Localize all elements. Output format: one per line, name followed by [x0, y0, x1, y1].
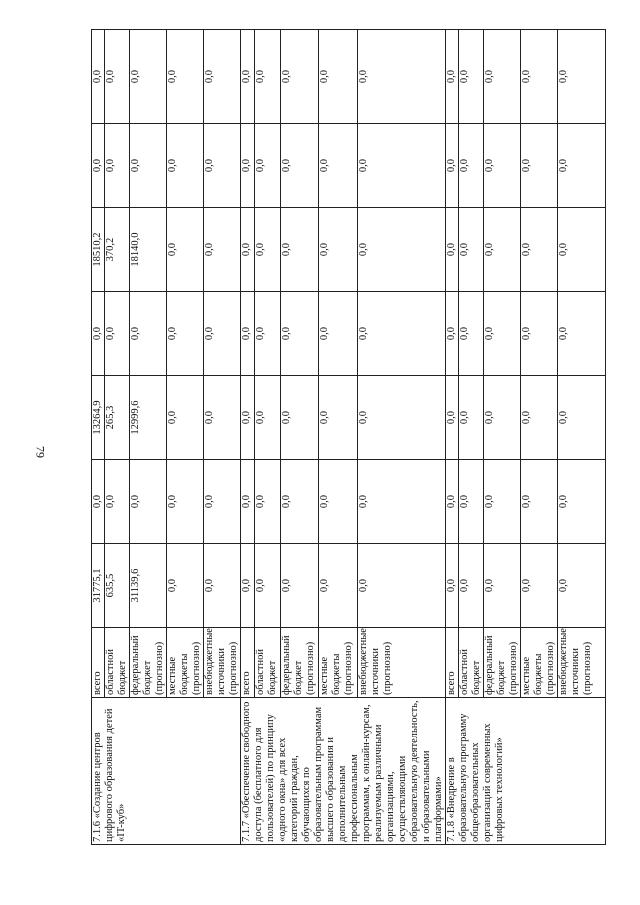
funding-source-cell: местные бюджеты (прогнозно)	[521, 628, 558, 698]
amount-cell: 635,5	[105, 544, 130, 628]
amount-cell: 0,0	[558, 460, 606, 544]
amount-cell: 0,0	[521, 30, 558, 124]
amount-cell: 18140,0	[130, 208, 167, 292]
amount-cell: 0,0	[130, 30, 167, 124]
amount-cell: 0,0	[280, 208, 319, 292]
amount-cell: 0,0	[254, 460, 280, 544]
amount-cell: 0,0	[484, 208, 521, 292]
amount-cell: 0,0	[105, 30, 130, 124]
amount-cell: 0,0	[319, 208, 358, 292]
amount-cell: 0,0	[319, 544, 358, 628]
funding-source-cell: всего	[446, 628, 459, 698]
amount-cell: 0,0	[558, 292, 606, 376]
amount-cell: 0,0	[254, 292, 280, 376]
amount-cell: 0,0	[446, 460, 459, 544]
amount-cell: 0,0	[241, 292, 255, 376]
amount-cell: 0,0	[319, 124, 358, 208]
amount-cell: 0,0	[92, 292, 105, 376]
amount-cell: 0,0	[521, 292, 558, 376]
amount-cell: 0,0	[484, 460, 521, 544]
amount-cell: 0,0	[446, 544, 459, 628]
amount-cell: 0,0	[459, 460, 484, 544]
amount-cell: 0,0	[280, 376, 319, 460]
amount-cell: 0,0	[521, 124, 558, 208]
amount-cell: 0,0	[241, 30, 255, 124]
amount-cell: 0,0	[204, 376, 241, 460]
amount-cell: 0,0	[167, 460, 204, 544]
funding-source-cell: областной бюджет	[459, 628, 484, 698]
funding-source-cell: федеральный бюджет (прогнозно)	[280, 628, 319, 698]
funding-source-cell: областной бюджет	[105, 628, 130, 698]
amount-cell: 0,0	[204, 292, 241, 376]
amount-cell: 0,0	[241, 544, 255, 628]
amount-cell: 0,0	[92, 30, 105, 124]
amount-cell: 0,0	[358, 292, 446, 376]
amount-cell: 0,0	[521, 208, 558, 292]
amount-cell: 0,0	[204, 544, 241, 628]
amount-cell: 0,0	[459, 376, 484, 460]
amount-cell: 0,0	[254, 544, 280, 628]
amount-cell: 0,0	[280, 124, 319, 208]
amount-cell: 0,0	[280, 460, 319, 544]
amount-cell: 0,0	[280, 30, 319, 124]
amount-cell: 0,0	[484, 544, 521, 628]
amount-cell: 0,0	[558, 208, 606, 292]
funding-source-cell: внебюджетные источники (прогнозно)	[558, 628, 606, 698]
amount-cell: 0,0	[484, 124, 521, 208]
amount-cell: 0,0	[319, 376, 358, 460]
amount-cell: 31139,6	[130, 544, 167, 628]
amount-cell: 0,0	[521, 460, 558, 544]
funding-source-cell: всего	[241, 628, 255, 698]
amount-cell: 0,0	[130, 124, 167, 208]
amount-cell: 0,0	[521, 544, 558, 628]
amount-cell: 0,0	[521, 376, 558, 460]
funding-source-cell: всего	[92, 628, 105, 698]
amount-cell: 0,0	[105, 124, 130, 208]
rotated-table-frame	[91, 30, 593, 845]
amount-cell: 13264,9	[92, 376, 105, 460]
budget-table	[91, 29, 606, 845]
amount-cell: 0,0	[204, 30, 241, 124]
amount-cell: 0,0	[319, 292, 358, 376]
amount-cell: 0,0	[105, 292, 130, 376]
amount-cell: 370,2	[105, 208, 130, 292]
amount-cell: 0,0	[484, 292, 521, 376]
table-row	[446, 30, 459, 845]
measure-name-cell: 7.1.7 «Обеспечение свободного доступа (бесплатного для пользователей) по принципу «одного окна» для всех категорий граждан, обучающихся по образовательным программам высшего образования и дополнительным профессиональным программам, к онлайн-курсам, реализуемым различными организациями, осуществляющими образовательную деятельность, и образовательными платформами»	[241, 698, 446, 845]
amount-cell: 0,0	[446, 376, 459, 460]
amount-cell: 0,0	[204, 460, 241, 544]
amount-cell: 0,0	[358, 208, 446, 292]
amount-cell: 0,0	[167, 208, 204, 292]
table-rotation-wrapper	[91, 30, 593, 845]
funding-source-cell: федеральный бюджет (прогнозно)	[484, 628, 521, 698]
amount-cell: 0,0	[105, 460, 130, 544]
amount-cell: 0,0	[358, 544, 446, 628]
amount-cell: 0,0	[358, 124, 446, 208]
table-row	[241, 30, 255, 845]
amount-cell: 0,0	[254, 124, 280, 208]
amount-cell: 0,0	[446, 208, 459, 292]
measure-name-cell: 7.1.6 «Создание центров цифрового образования детей «IT-куб»	[92, 698, 241, 845]
amount-cell: 265,3	[105, 376, 130, 460]
amount-cell: 0,0	[446, 124, 459, 208]
amount-cell: 0,0	[558, 30, 606, 124]
amount-cell: 0,0	[446, 292, 459, 376]
amount-cell: 12999,6	[130, 376, 167, 460]
amount-cell: 0,0	[459, 124, 484, 208]
page-number: 79	[33, 446, 48, 458]
amount-cell: 0,0	[459, 208, 484, 292]
funding-source-cell: внебюджетные источники (прогнозно)	[204, 628, 241, 698]
amount-cell: 0,0	[280, 292, 319, 376]
amount-cell: 0,0	[204, 208, 241, 292]
measure-name-cell: 7.1.8 «Внедрение в образовательную программу общеобразовательных организаций современных цифровых технологий»	[446, 698, 606, 845]
funding-source-cell: местные бюджеты (прогнозно)	[319, 628, 358, 698]
amount-cell: 0,0	[167, 30, 204, 124]
amount-cell: 0,0	[241, 376, 255, 460]
funding-source-cell: внебюджетные источники (прогнозно)	[358, 628, 446, 698]
amount-cell: 0,0	[92, 124, 105, 208]
amount-cell: 0,0	[241, 460, 255, 544]
amount-cell: 0,0	[254, 208, 280, 292]
amount-cell: 0,0	[459, 292, 484, 376]
amount-cell: 31775,1	[92, 544, 105, 628]
amount-cell: 0,0	[204, 124, 241, 208]
funding-source-cell: федеральный бюджет (прогнозно)	[130, 628, 167, 698]
amount-cell: 0,0	[358, 460, 446, 544]
amount-cell: 0,0	[358, 376, 446, 460]
amount-cell: 0,0	[484, 376, 521, 460]
amount-cell: 0,0	[358, 30, 446, 124]
amount-cell: 0,0	[130, 292, 167, 376]
amount-cell: 0,0	[319, 460, 358, 544]
amount-cell: 0,0	[167, 124, 204, 208]
amount-cell: 0,0	[558, 544, 606, 628]
amount-cell: 0,0	[241, 208, 255, 292]
amount-cell: 0,0	[167, 544, 204, 628]
amount-cell: 0,0	[558, 376, 606, 460]
amount-cell: 0,0	[280, 544, 319, 628]
amount-cell: 0,0	[484, 30, 521, 124]
amount-cell: 0,0	[241, 124, 255, 208]
amount-cell: 0,0	[92, 460, 105, 544]
funding-source-cell: местные бюджеты (прогнозно)	[167, 628, 204, 698]
amount-cell: 0,0	[167, 292, 204, 376]
amount-cell: 0,0	[446, 30, 459, 124]
amount-cell: 0,0	[254, 376, 280, 460]
amount-cell: 0,0	[130, 460, 167, 544]
amount-cell: 0,0	[167, 376, 204, 460]
amount-cell: 0,0	[459, 30, 484, 124]
amount-cell: 18510,2	[92, 208, 105, 292]
amount-cell: 0,0	[254, 30, 280, 124]
amount-cell: 0,0	[459, 544, 484, 628]
table-row	[92, 30, 105, 845]
funding-source-cell: областной бюджет	[254, 628, 280, 698]
table-body	[92, 30, 606, 845]
amount-cell: 0,0	[319, 30, 358, 124]
amount-cell: 0,0	[558, 124, 606, 208]
